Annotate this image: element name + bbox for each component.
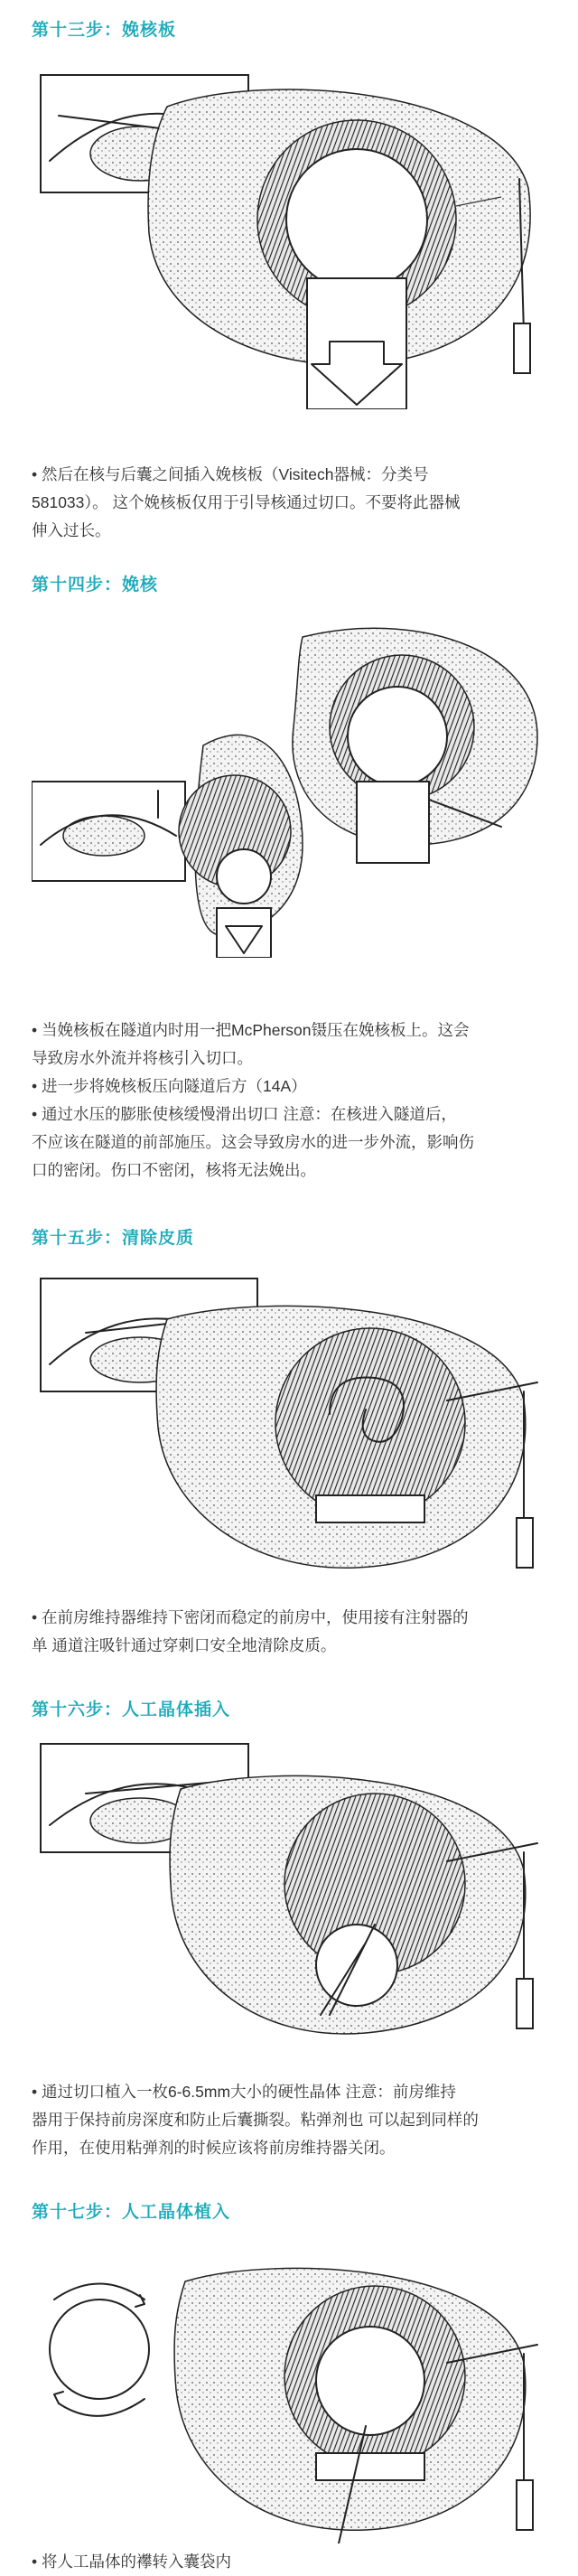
step-16-paragraph: • 通过切口植入一枚6-6.5mm大小的硬性晶体 注意：前房维持 器用于保持前房深度和防止后囊撕裂。粘弹剂也 可以起到同样的 作用，在使用粘弹剂的时候应该将前房维持器关闭。 [32, 2083, 479, 2157]
step-15-paragraph: • 在前房维持器维持下密闭而稳定的前房中，使用接有注射器的 单 通道注吸针通过穿刺口安全地清除皮质。 [32, 1608, 469, 1654]
step-13-paragraph: • 然后在核与后囊之间插入娩核板（Visitech器械：分类号 581033）。 这个娩核板仅用于引导核通过切口。不要将此器械 伸入过长。 [32, 465, 461, 539]
step-15-title: 第十五步：清除皮质 [32, 1229, 195, 1248]
step-14-paragraph-1: • 当娩核板在隧道内时用一把McPherson镊压在娩核板上。这会 导致房水外流并将核引入切口。 [32, 1021, 470, 1067]
step-15-illustration [32, 1265, 546, 1572]
step-17-paragraph: • 将人工晶体的襻转入囊袋内 [32, 2553, 231, 2571]
syringe-icon [517, 1979, 533, 2028]
step-16-illustration [32, 1735, 546, 2042]
step-15-body [32, 1604, 548, 1660]
iol-rotation-drawing-icon [32, 2236, 546, 2543]
nucleus-delivery-drawing-icon [32, 610, 546, 958]
lens-loop-drawing-icon [32, 52, 546, 409]
step-13-illustration [32, 52, 546, 409]
step-13-body [32, 461, 548, 545]
syringe-icon [517, 1518, 533, 1568]
nucleus [286, 149, 427, 290]
step-14-paragraph-3: • 通过水压的膨胀使核缓慢滑出切口 注意：在核进入隧道后， 不应该在隧道的前部施压。这会导致房水的进一步外流，影响伤 口的密闭。伤口不密闭，核将无法娩出。 [32, 1105, 474, 1179]
step-14-paragraph-2: • 进一步将娩核板压向隧道后方（14A） [32, 1077, 307, 1095]
step-14-title: 第十四步：娩核 [32, 576, 159, 595]
step-13-title: 第十三步：娩核板 [32, 21, 177, 40]
cortex-removal-drawing-icon [32, 1265, 546, 1572]
syringe-icon [514, 323, 530, 373]
step-17-body [32, 2548, 548, 2576]
step-14-body [32, 1016, 548, 1185]
step-16-body [32, 2078, 548, 2162]
step-16-title: 第十六步：人工晶体插入 [32, 1700, 231, 1719]
tunnel [307, 278, 406, 409]
step-14-illustration [32, 610, 546, 958]
syringe-icon [517, 2480, 533, 2530]
iol-insertion-drawing-icon [32, 1735, 546, 2042]
step-17-illustration [32, 2236, 546, 2543]
rotate-arrow-icon [54, 2284, 144, 2300]
step-17-title: 第十七步：人工晶体植入 [32, 2203, 231, 2222]
